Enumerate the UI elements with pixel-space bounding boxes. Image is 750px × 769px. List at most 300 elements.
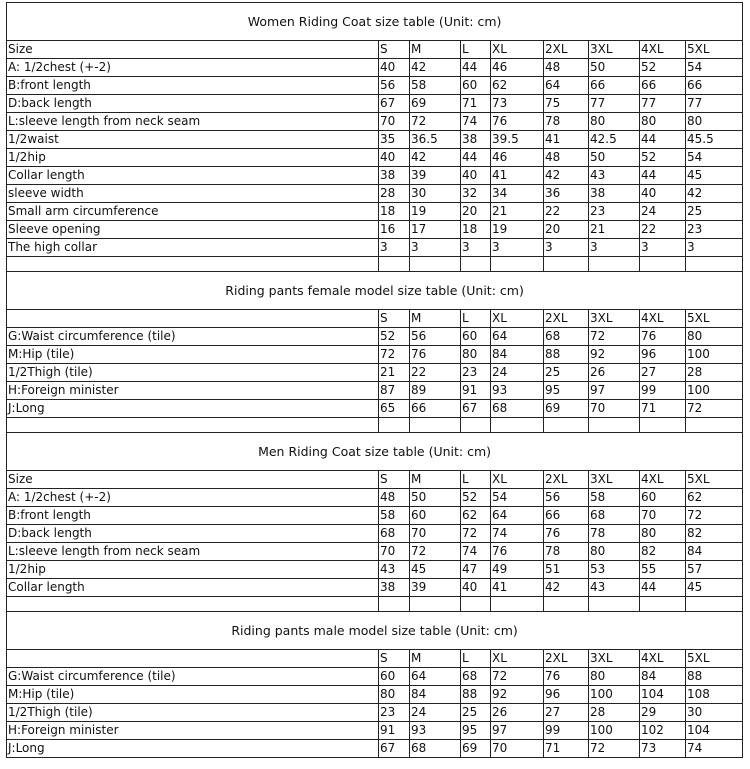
measurement-value: 100 [589,686,640,704]
measurement-value: 97 [589,382,640,400]
measurement-value: 3 [640,239,686,257]
measurement-value: 46 [491,149,544,167]
measurement-value: 67 [379,95,410,113]
measurement-value: 40 [379,149,410,167]
measurement-value: 38 [379,579,410,597]
measurement-value: 95 [461,722,491,740]
measurement-value: 74 [461,543,491,561]
measurement-row [7,59,743,77]
measurement-value: 3 [410,239,461,257]
measurement-value: 89 [410,382,461,400]
measurement-value: 21 [491,203,544,221]
measurement-value: 76 [544,668,589,686]
measurement-value: 76 [640,328,686,346]
size-header-cell: L [461,650,491,668]
size-header-cell: 4XL [640,650,686,668]
measurement-value: 97 [491,722,544,740]
measurement-value: 66 [544,507,589,525]
measurement-row [7,525,743,543]
measurement-value: 66 [589,77,640,95]
measurement-value: 43 [379,561,410,579]
measurement-value: 30 [410,185,461,203]
measurement-value: 58 [589,489,640,507]
measurement-value: 50 [589,59,640,77]
measurement-value: 51 [544,561,589,579]
measurement-value: 23 [379,704,410,722]
measurement-value: 3 [544,239,589,257]
measurement-value: 44 [640,579,686,597]
measurement-row [7,400,743,418]
measurement-value: 3 [379,239,410,257]
measurement-value: 91 [461,382,491,400]
measurement-value: 54 [686,149,743,167]
measurement-value: 23 [461,364,491,382]
measurement-row [7,77,743,95]
measurement-label: The high collar [7,239,379,257]
measurement-value: 68 [589,507,640,525]
measurement-value: 93 [410,722,461,740]
measurement-row [7,149,743,167]
blank-cell [7,257,379,272]
measurement-value: 76 [491,543,544,561]
size-header-cell: 5XL [686,310,743,328]
measurement-value: 80 [589,668,640,686]
measurement-label: D:back length [7,95,379,113]
measurement-value: 22 [640,221,686,239]
measurement-value: 72 [491,668,544,686]
measurement-value: 70 [589,400,640,418]
measurement-value: 50 [410,489,461,507]
measurement-value: 77 [686,95,743,113]
measurement-label: L:sleeve length from neck seam [7,113,379,131]
measurement-value: 84 [640,668,686,686]
measurement-value: 19 [410,203,461,221]
size-header-cell: 3XL [589,471,640,489]
blank-cell [410,597,461,612]
measurement-value: 43 [589,167,640,185]
blank-cell [686,257,743,272]
size-header-cell: 5XL [686,471,743,489]
measurement-value: 20 [461,203,491,221]
blank-cell [640,597,686,612]
measurement-label: 1/2hip [7,561,379,579]
blank-cell [7,597,379,612]
measurement-value: 72 [686,507,743,525]
measurement-value: 80 [640,113,686,131]
measurement-row [7,740,743,758]
measurement-row [7,203,743,221]
measurement-row [7,364,743,382]
measurement-value: 80 [686,113,743,131]
measurement-value: 75 [544,95,589,113]
measurement-value: 39 [410,167,461,185]
size-header-cell: 3XL [589,650,640,668]
measurement-value: 70 [379,113,410,131]
measurement-value: 73 [640,740,686,758]
measurement-value: 68 [379,525,410,543]
measurement-row [7,543,743,561]
size-header-cell: XL [491,310,544,328]
measurement-value: 45 [410,561,461,579]
measurement-value: 78 [589,525,640,543]
measurement-value: 93 [491,382,544,400]
measurement-value: 68 [461,668,491,686]
size-header-cell: S [379,310,410,328]
measurement-value: 71 [461,95,491,113]
measurement-value: 58 [410,77,461,95]
measurement-value: 88 [544,346,589,364]
measurement-value: 57 [686,561,743,579]
measurement-value: 68 [544,328,589,346]
measurement-value: 72 [410,113,461,131]
measurement-value: 3 [686,239,743,257]
measurement-value: 56 [410,328,461,346]
blank-cell [544,597,589,612]
measurement-value: 58 [379,507,410,525]
blank-cell [491,597,544,612]
measurement-value: 30 [686,704,743,722]
measurement-value: 91 [379,722,410,740]
measurement-value: 52 [640,149,686,167]
measurement-row [7,722,743,740]
measurement-row [7,185,743,203]
measurement-value: 53 [589,561,640,579]
section-title: Riding pants male model size table (Unit: cm) [7,612,743,650]
size-header-cell: L [461,310,491,328]
measurement-value: 87 [379,382,410,400]
size-header-row [7,41,743,59]
blank-row [7,418,743,433]
measurement-value: 45 [686,579,743,597]
measurement-value: 100 [589,722,640,740]
size-header-cell: M [410,650,461,668]
size-header-cell: 3XL [589,41,640,59]
measurement-row [7,113,743,131]
size-header-cell: 4XL [640,310,686,328]
size-header-cell: 2XL [544,310,589,328]
size-header-cell: 5XL [686,41,743,59]
measurement-value: 22 [410,364,461,382]
blank-cell [461,418,491,433]
size-header-cell: 2XL [544,650,589,668]
measurement-value: 41 [544,131,589,149]
measurement-value: 42 [544,579,589,597]
measurement-value: 41 [491,167,544,185]
measurement-value: 27 [640,364,686,382]
measurement-value: 42 [410,149,461,167]
size-header-cell: XL [491,41,544,59]
size-table [6,2,743,758]
measurement-value: 54 [491,489,544,507]
section-title: Women Riding Coat size table (Unit: cm) [7,3,743,41]
blank-cell [379,418,410,433]
measurement-value: 19 [491,221,544,239]
section-title-row [7,272,743,310]
measurement-value: 39.5 [491,131,544,149]
measurement-value: 38 [379,167,410,185]
measurement-value: 104 [686,722,743,740]
measurement-value: 64 [491,328,544,346]
measurement-value: 77 [640,95,686,113]
measurement-row [7,221,743,239]
measurement-value: 25 [544,364,589,382]
measurement-value: 38 [589,185,640,203]
measurement-value: 44 [640,167,686,185]
measurement-value: 100 [686,382,743,400]
measurement-value: 45 [686,167,743,185]
measurement-row [7,239,743,257]
size-chart-sheet [6,2,742,758]
measurement-value: 60 [379,668,410,686]
measurement-value: 44 [640,131,686,149]
blank-cell [379,257,410,272]
measurement-row [7,346,743,364]
blank-cell [491,257,544,272]
measurement-value: 78 [544,543,589,561]
measurement-value: 38 [461,131,491,149]
measurement-row [7,95,743,113]
measurement-value: 71 [544,740,589,758]
measurement-label: H:Foreign minister [7,382,379,400]
measurement-value: 72 [410,543,461,561]
measurement-value: 16 [379,221,410,239]
measurement-label: L:sleeve length from neck seam [7,543,379,561]
blank-cell [640,418,686,433]
measurement-label: M:Hip (tile) [7,346,379,364]
measurement-value: 52 [379,328,410,346]
measurement-value: 84 [410,686,461,704]
measurement-value: 56 [379,77,410,95]
blank-cell [379,597,410,612]
measurement-value: 28 [589,704,640,722]
measurement-value: 21 [589,221,640,239]
measurement-value: 42 [544,167,589,185]
measurement-value: 95 [544,382,589,400]
measurement-label: sleeve width [7,185,379,203]
section-title: Men Riding Coat size table (Unit: cm) [7,433,743,471]
size-header-cell: 2XL [544,41,589,59]
measurement-value: 24 [410,704,461,722]
measurement-value: 88 [686,668,743,686]
measurement-value: 64 [410,668,461,686]
measurement-value: 36 [544,185,589,203]
measurement-value: 73 [491,95,544,113]
measurement-value: 41 [491,579,544,597]
measurement-label: G:Waist circumference (tile) [7,668,379,686]
measurement-value: 64 [491,507,544,525]
measurement-value: 108 [686,686,743,704]
measurement-value: 45.5 [686,131,743,149]
measurement-value: 24 [491,364,544,382]
measurement-value: 47 [461,561,491,579]
measurement-value: 32 [461,185,491,203]
measurement-value: 70 [410,525,461,543]
blank-cell [491,418,544,433]
measurement-row [7,507,743,525]
measurement-value: 99 [544,722,589,740]
measurement-value: 18 [379,203,410,221]
size-header-cell: XL [491,471,544,489]
measurement-value: 80 [640,525,686,543]
size-header-cell: 5XL [686,650,743,668]
measurement-value: 74 [686,740,743,758]
blank-cell [410,418,461,433]
measurement-label: 1/2Thigh (tile) [7,364,379,382]
measurement-label: 1/2Thigh (tile) [7,704,379,722]
measurement-value: 82 [686,525,743,543]
measurement-value: 44 [461,149,491,167]
measurement-value: 18 [461,221,491,239]
blank-cell [410,257,461,272]
size-header-cell: 4XL [640,41,686,59]
measurement-value: 60 [461,77,491,95]
measurement-value: 70 [379,543,410,561]
blank-cell [589,597,640,612]
measurement-value: 42 [410,59,461,77]
size-header-cell: S [379,650,410,668]
measurement-value: 70 [491,740,544,758]
measurement-value: 23 [686,221,743,239]
measurement-value: 84 [491,346,544,364]
measurement-value: 52 [461,489,491,507]
measurement-value: 3 [461,239,491,257]
blank-cell [7,418,379,433]
measurement-value: 3 [589,239,640,257]
measurement-value: 25 [686,203,743,221]
measurement-value: 40 [640,185,686,203]
measurement-value: 96 [640,346,686,364]
measurement-value: 102 [640,722,686,740]
measurement-value: 72 [379,346,410,364]
measurement-value: 42 [686,185,743,203]
measurement-value: 66 [686,77,743,95]
blank-cell [461,257,491,272]
measurement-value: 26 [589,364,640,382]
measurement-value: 76 [491,113,544,131]
size-header-row [7,310,743,328]
measurement-value: 80 [589,113,640,131]
measurement-value: 62 [686,489,743,507]
measurement-value: 65 [379,400,410,418]
measurement-label: Small arm circumference [7,203,379,221]
measurement-row [7,704,743,722]
size-header-cell: S [379,471,410,489]
measurement-row [7,686,743,704]
measurement-value: 71 [640,400,686,418]
measurement-value: 50 [589,149,640,167]
measurement-value: 49 [491,561,544,579]
measurement-value: 72 [589,740,640,758]
measurement-value: 48 [544,59,589,77]
measurement-value: 20 [544,221,589,239]
measurement-row [7,579,743,597]
size-header-cell: 3XL [589,310,640,328]
measurement-value: 46 [491,59,544,77]
measurement-label: J:Long [7,400,379,418]
size-header-cell: 4XL [640,471,686,489]
measurement-value: 69 [461,740,491,758]
measurement-value: 60 [410,507,461,525]
measurement-value: 74 [461,113,491,131]
blank-cell [640,257,686,272]
measurement-value: 34 [491,185,544,203]
measurement-value: 42.5 [589,131,640,149]
measurement-row [7,131,743,149]
blank-cell [589,257,640,272]
measurement-value: 99 [640,382,686,400]
measurement-value: 68 [410,740,461,758]
measurement-value: 92 [491,686,544,704]
blank-cell [589,418,640,433]
measurement-value: 40 [379,59,410,77]
measurement-value: 36.5 [410,131,461,149]
measurement-label: 1/2waist [7,131,379,149]
measurement-value: 43 [589,579,640,597]
measurement-value: 17 [410,221,461,239]
measurement-value: 40 [461,167,491,185]
measurement-label: Collar length [7,579,379,597]
measurement-value: 25 [461,704,491,722]
measurement-value: 72 [589,328,640,346]
measurement-label: A: 1/2chest (+-2) [7,59,379,77]
measurement-value: 80 [379,686,410,704]
size-header-label: Size [7,41,379,59]
measurement-label: B:front length [7,507,379,525]
measurement-value: 76 [410,346,461,364]
measurement-value: 48 [379,489,410,507]
measurement-value: 67 [461,400,491,418]
measurement-value: 80 [686,328,743,346]
measurement-value: 80 [461,346,491,364]
measurement-value: 29 [640,704,686,722]
measurement-value: 76 [544,525,589,543]
measurement-value: 62 [491,77,544,95]
blank-cell [461,597,491,612]
measurement-value: 100 [686,346,743,364]
section-title: Riding pants female model size table (Unit: cm) [7,272,743,310]
blank-cell [686,418,743,433]
blank-row [7,257,743,272]
measurement-value: 22 [544,203,589,221]
measurement-value: 77 [589,95,640,113]
measurement-value: 66 [410,400,461,418]
measurement-value: 62 [461,507,491,525]
measurement-value: 84 [686,543,743,561]
measurement-value: 28 [686,364,743,382]
measurement-value: 23 [589,203,640,221]
blank-cell [544,257,589,272]
measurement-value: 66 [640,77,686,95]
measurement-value: 69 [544,400,589,418]
measurement-value: 27 [544,704,589,722]
blank-cell [686,597,743,612]
measurement-value: 28 [379,185,410,203]
measurement-value: 64 [544,77,589,95]
measurement-value: 92 [589,346,640,364]
measurement-label: M:Hip (tile) [7,686,379,704]
size-header-cell: 2XL [544,471,589,489]
measurement-label: B:front length [7,77,379,95]
measurement-value: 68 [491,400,544,418]
measurement-value: 104 [640,686,686,704]
measurement-value: 3 [491,239,544,257]
section-title-row [7,433,743,471]
measurement-row [7,382,743,400]
measurement-value: 60 [640,489,686,507]
blank-cell [544,418,589,433]
measurement-label: G:Waist circumference (tile) [7,328,379,346]
size-header-label [7,650,379,668]
